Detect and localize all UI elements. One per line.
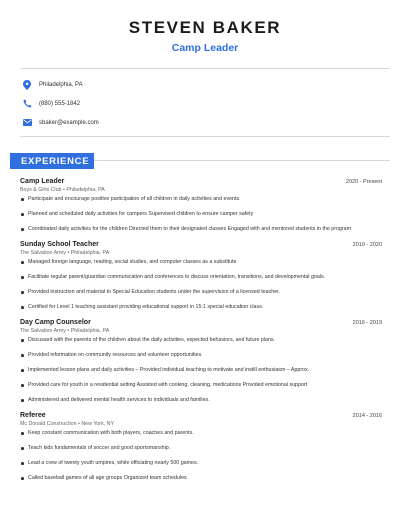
bullet-item: Teach kids fundamentals of soccer and good sportsmanship. <box>20 445 382 453</box>
bullet-item: Provided instruction and material to Special Education students under the supervision of a licensed teacher. <box>20 289 382 297</box>
location-pin-icon <box>22 80 32 90</box>
job-header <box>20 319 382 326</box>
bullet-item: Facilitate regular parent/guardian communication and conferences to discuss orientation, transitions, and developmental goals. <box>20 274 382 282</box>
separator-dot: • <box>65 250 71 256</box>
contact-location <box>22 75 410 94</box>
job-organization: Boys & Girls Club <box>20 187 62 193</box>
contact-email <box>22 113 410 132</box>
job-entry <box>20 412 382 483</box>
job-bullets <box>20 196 382 234</box>
bullet-item: Administered and delivered mental health services to individuals and families. <box>20 397 382 405</box>
bullet-item: Called baseball games of all age groups Organized team schedules <box>20 475 382 483</box>
job-entry <box>20 178 382 234</box>
job-org-line <box>20 250 382 256</box>
separator-dot: • <box>61 187 67 193</box>
contact-list <box>0 69 410 136</box>
bullet-item: Provided information on community resources and volunteer opportunities. <box>20 352 382 360</box>
job-header <box>20 178 382 185</box>
job-location: New York, NY <box>81 421 115 427</box>
bullet-item: Implemented lesson plans and daily activities – Provided individual teaching to motivate and instill enthusiasm – Approx. <box>20 367 382 375</box>
job-location: Philadelphia, PA <box>66 187 105 193</box>
bullet-item: Managed foreign language, reading, social studies, and computer classes as a substitute <box>20 259 382 267</box>
resume-header <box>0 0 410 54</box>
separator-dot: • <box>65 328 71 334</box>
job-header <box>20 241 382 248</box>
section-rule <box>94 160 390 161</box>
candidate-title: Camp Leader <box>171 42 239 54</box>
job-organization: The Salvation Army <box>20 328 66 334</box>
job-org-line <box>20 328 382 334</box>
experience-list <box>0 169 410 483</box>
separator-dot: • <box>76 421 82 427</box>
job-title: Sunday School Teacher <box>20 241 99 248</box>
job-title: Referee <box>20 412 46 419</box>
job-dates: 2019 - 2020 <box>352 242 382 248</box>
bullet-item: Provided care for youth in a residential setting Assisted with cooking, cleaning, medications Provided emotional support <box>20 382 382 390</box>
envelope-icon <box>22 118 32 128</box>
job-title: Camp Leader <box>20 178 65 185</box>
job-bullets <box>20 337 382 405</box>
location-text: Philadelphia, PA <box>39 81 83 88</box>
job-bullets <box>20 430 382 483</box>
job-bullets <box>20 259 382 312</box>
job-dates: 2014 - 2016 <box>352 413 382 419</box>
experience-heading: EXPERIENCE <box>10 153 94 169</box>
bullet-item: Planned and scheduled daily activities for campers Supervised children to ensure camper safety <box>20 211 382 219</box>
phone-link[interactable]: (880) 555-1842 <box>39 100 81 107</box>
contact-phone <box>22 94 410 113</box>
phone-icon <box>22 99 32 109</box>
job-entry <box>20 319 382 405</box>
bullet-item: Certified for Level 1 teaching assistant providing educational support in 15:1 special education class. <box>20 304 382 312</box>
job-header <box>20 412 382 419</box>
bullet-item: Keep constant communication with both players, coaches and parents. <box>20 430 382 438</box>
job-org-line <box>20 421 382 427</box>
contact-divider <box>20 136 390 137</box>
job-dates: 2020 - Present <box>345 179 382 185</box>
bullet-item: Participate and encourage positive participation of all children in daily activities and events. <box>20 196 382 204</box>
job-entry <box>20 241 382 312</box>
experience-section-header <box>0 153 410 169</box>
job-dates: 2016 - 2019 <box>352 320 382 326</box>
bullet-item: Discussed with the parents of the children about the daily activities, expected behaviors, and future plans. <box>20 337 382 345</box>
job-location: Philadelphia, PA <box>70 250 110 256</box>
email-link[interactable]: sbaker@example.com <box>39 119 99 126</box>
candidate-name: STEVEN BAKER <box>128 18 282 37</box>
bullet-item: Lead a crew of twenty youth umpires, while officiating nearly 500 games. <box>20 460 382 468</box>
job-organization: Mc Donald Construction <box>20 421 77 427</box>
job-organization: The Salvation Army <box>20 250 66 256</box>
job-location: Philadelphia, PA <box>70 328 110 334</box>
job-title: Day Camp Counselor <box>20 319 91 326</box>
job-org-line <box>20 187 382 193</box>
bullet-item: Coordinated daily activities for the children Directed them to their designated classes Engaged with and mentored students in the program <box>20 226 382 234</box>
